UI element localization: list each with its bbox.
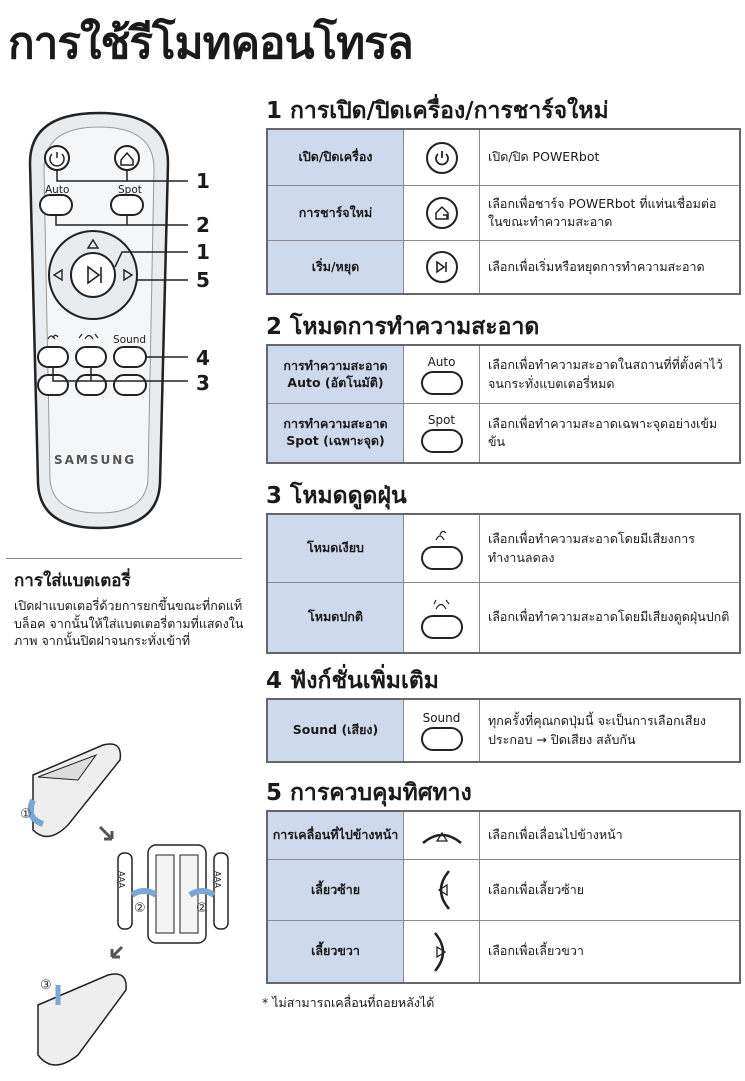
battery-install-illustration: [8, 735, 248, 1075]
row-label: เลี้ยวขวา: [268, 921, 404, 982]
remote-spot-label: Spot: [118, 184, 142, 196]
right-arrow-icon: [404, 921, 480, 982]
table-row: [268, 860, 739, 921]
table-row: [268, 130, 739, 186]
auto-button-icon: Auto: [404, 346, 480, 403]
section-2-title: 2 โหมดการทำความสะอาด: [266, 314, 540, 340]
callout-4: 4: [196, 346, 210, 370]
battery-label-right: AAA: [212, 871, 222, 888]
row-desc: เลือกเพื่อทำความสะอาดโดยมีเสียงดูดฝุ่นปกติ: [488, 609, 730, 625]
callout-1: 1: [196, 169, 210, 193]
row-label: โหมดปกติ: [268, 583, 404, 652]
section-3-table: [266, 513, 741, 654]
table-row: [268, 812, 739, 860]
footnote: * ไม่สามารถเคลื่อนที่ถอยหลังได้: [262, 995, 435, 1010]
callout-3: 3: [196, 371, 210, 395]
row-label: เริ่ม/หยุด: [268, 241, 404, 293]
remote-brand-logo: SAMSUNG: [54, 453, 137, 467]
remote-illustration: [10, 103, 188, 535]
remote-sound-label: Sound: [113, 334, 147, 346]
row-desc: เลือกเพื่อเริ่มหรือหยุดการทำความสะอาด: [488, 258, 705, 274]
section-4-title: 4 ฟังก์ชั่นเพิ่มเติม: [266, 668, 439, 694]
section-1-title: 1 การเปิด/ปิดเครื่อง/การชาร์จใหม่: [266, 98, 609, 124]
forward-arrow-icon: [404, 812, 480, 859]
row-label: Sound (เสียง): [268, 700, 404, 761]
section-1-table: [266, 128, 741, 295]
battery-step-3: ③: [40, 978, 52, 993]
play-pause-icon: [404, 241, 480, 293]
divider: [6, 558, 242, 559]
section-5-table: [266, 810, 741, 984]
spot-button-icon: Spot: [404, 404, 480, 462]
battery-label-left: AAA: [116, 871, 126, 888]
row-label: การทำความสะอาด Spot (เฉพาะจุด): [268, 404, 404, 462]
section-3-title: 3 โหมดดูดฝุ่น: [266, 483, 407, 509]
section-2-table: [266, 344, 741, 464]
row-desc: เปิด/ปิด POWERbot: [488, 149, 600, 165]
table-row: [268, 700, 739, 761]
battery-text: เปิดฝาแบตเตอรี่ด้วยการยกขึ้นขณะที่กดแท็บล็อค จากนั้นให้ใส่แบตเตอรี่ตามที่แสดงในภาพ จากนั้นปิดฝาจนกระทั่งเข้าที่: [14, 598, 244, 648]
section-5-title: 5 การควบคุมทิศทาง: [266, 780, 472, 806]
row-label: เลี้ยวซ้าย: [268, 860, 404, 920]
left-arrow-icon: [404, 860, 480, 920]
quiet-fan-icon: [404, 515, 480, 582]
row-label: การเคลื่อนที่ไปข้างหน้า: [268, 812, 404, 859]
sound-button-icon: Sound: [404, 700, 480, 761]
table-row: [268, 186, 739, 241]
home-dock-icon: [404, 186, 480, 240]
callout-1b: 1: [196, 240, 210, 264]
row-label: การทำความสะอาด Auto (อัตโนมัติ): [268, 346, 404, 403]
callout-2: 2: [196, 213, 210, 237]
page-title: การใช้รีโมทคอนโทรล: [8, 18, 413, 69]
row-desc: เลือกเพื่อชาร์จ POWERbot ที่แท่นเชื่อมต่อในขณะทำความสะอาด: [488, 195, 717, 229]
table-row: [268, 404, 739, 462]
row-desc: เลือกเพื่อเลี้ยวซ้าย: [488, 881, 585, 897]
remote-auto-label: Auto: [45, 184, 70, 196]
normal-fan-icon: [404, 583, 480, 652]
battery-step-1: ①: [20, 807, 32, 822]
battery-heading: การใส่แบตเตอรี่: [14, 571, 131, 591]
power-icon: [404, 130, 480, 185]
battery-step-2a: ②: [134, 901, 146, 916]
row-label: การชาร์จใหม่: [268, 186, 404, 240]
row-label: เปิด/ปิดเครื่อง: [268, 130, 404, 185]
row-desc: เลือกเพื่อเลื่อนไปข้างหน้า: [488, 827, 623, 843]
row-desc: เลือกเพื่อเลี้ยวขวา: [488, 943, 584, 959]
row-desc: เลือกเพื่อทำความสะอาดในสถานที่ที่ตั้งค่าไว้จนกระทั่งแบตเตอรี่หมด: [488, 357, 723, 391]
battery-step-2b: ②: [196, 901, 208, 916]
row-desc: เลือกเพื่อทำความสะอาดโดยมีเสียงการทำงานลดลง: [488, 531, 695, 565]
row-label: โหมดเงียบ: [268, 515, 404, 582]
table-row: [268, 515, 739, 583]
table-row: [268, 583, 739, 652]
row-desc: เลือกเพื่อทำความสะอาดเฉพาะจุดอย่างเข้มข้น: [488, 415, 718, 449]
row-desc: ทุกครั้งที่คุณกดปุ่มนี้ จะเป็นการเลือกเสียงประกอบ → ปิดเสียง สลับกัน: [488, 713, 706, 747]
table-row: [268, 346, 739, 404]
table-row: [268, 241, 739, 293]
section-4-table: [266, 698, 741, 763]
callout-5: 5: [196, 268, 210, 292]
table-row: [268, 921, 739, 982]
